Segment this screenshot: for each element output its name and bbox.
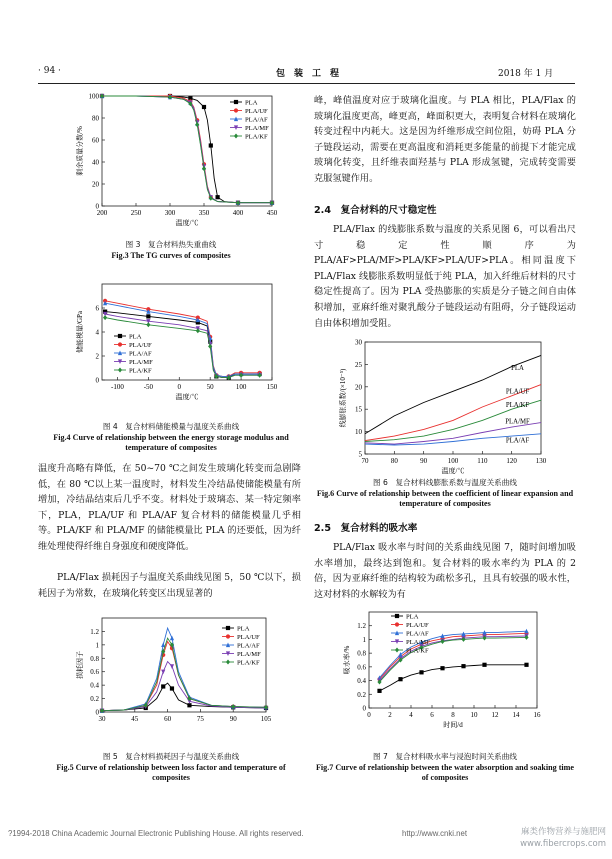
fig4-plot-frame — [102, 284, 272, 380]
fig3-legend-label: PLA/MF — [245, 124, 269, 132]
fig5-legend-label: PLA/MF — [237, 650, 261, 658]
fig4-ytick-label: 6 — [95, 304, 99, 313]
fig7-legend-marker — [395, 622, 399, 626]
fig5-ytick-label: 0.4 — [90, 681, 99, 690]
fig3-legend-label: PLA — [245, 99, 258, 107]
fig5-ytick-label: 0.2 — [90, 695, 99, 704]
fig6-xtick-label: 100 — [447, 457, 459, 465]
fig7-caption-en: Fig.7 Curve of relationship between the water absorption and soaking time of composites — [315, 762, 575, 782]
left-paragraph-2 — [38, 570, 301, 601]
fig7-ytick-label: 0 — [362, 704, 366, 713]
fig3-ytick-label: 20 — [92, 180, 99, 189]
fig5-ytick-label: 0.8 — [90, 654, 99, 663]
fig3-ytick-label: 0 — [95, 202, 99, 211]
fig3-data-point — [209, 143, 213, 147]
fig7-xtick-label: 0 — [367, 711, 371, 719]
fig7-legend-label: PLA/KF — [406, 647, 429, 655]
fig5-legend-label: PLA/KF — [237, 659, 260, 667]
fig7-data-point — [440, 666, 444, 670]
left-paragraph-1 — [38, 461, 301, 555]
section-2-4-title: 2.4 复合材料的尺寸稳定性 — [314, 205, 437, 216]
fig7-data-point — [398, 652, 402, 657]
fig4-legend-label: PLA — [129, 333, 142, 341]
fig5-caption-en: Fig.5 Curve of relationship between loss factor and temperature of composites — [56, 762, 286, 782]
fig6-xtick-label: 110 — [477, 457, 488, 465]
fig5-legend-marker — [226, 634, 230, 638]
fig5-xtick-label: 105 — [260, 715, 272, 723]
fig6-y-axis-label: 线膨胀系数/(×10⁻⁵) — [339, 368, 347, 428]
fig5-xtick-label: 60 — [164, 715, 172, 723]
fig3-data-point — [202, 105, 206, 109]
fig5-chart — [68, 612, 290, 742]
fig5-ytick-label: 0.6 — [90, 668, 99, 677]
fig3-caption-en: Fig.3 The TG curves of composites — [111, 250, 231, 260]
fig7-legend-marker — [395, 648, 399, 653]
fig4-ytick-label: 4 — [95, 328, 99, 337]
fig4-legend-label: PLA/UF — [129, 341, 152, 349]
fig5-xtick-label: 75 — [196, 715, 204, 723]
fig7-xtick-label: 4 — [409, 711, 413, 719]
fig4-xtick-label: 0 — [177, 383, 182, 391]
fig6-chart — [339, 336, 563, 476]
fig5-ytick-label: 1.2 — [90, 627, 99, 636]
fig7-chart — [343, 606, 563, 742]
fig6-caption-en: Fig.6 Curve of relationship between the coefficient of linear expansion and temperature of composites — [316, 488, 574, 508]
fig6-series-label: PLA/AF — [505, 437, 530, 445]
left-paragraph-2-text: PLA/Flax 损耗因子与温度关系曲线见图 5，50 ℃以下，损耗因子为常数，在玻璃化转变区出现显著的 — [38, 572, 301, 599]
fig7-ytick-label: 0.2 — [357, 690, 366, 699]
fig4-data-point — [103, 315, 107, 320]
fig7-xtick-label: 16 — [533, 711, 541, 719]
fig7-ytick-label: 1 — [362, 635, 366, 644]
fig6-ytick-label: 30 — [355, 338, 362, 347]
right-paragraph-top-text: 峰，峰值温度对应于玻璃化温度。与 PLA 相比，PLA/Flax 的玻璃化温度更高，峰更高，峰面积更大，表明复合材料在玻璃化转变过程中内耗大。这是因为纤维形成空间位阻，妨碍 PLA 分子链段运动，需要在更高温度和消耗更多能量的前提下才能完成玻璃化转变，且纤维表面羟基与 PLA 形成氢键，完成转变需要克服氢键作用。 — [314, 95, 576, 184]
fig4-data-point — [146, 314, 150, 318]
fig3-chart — [68, 92, 290, 248]
fig4-xtick-label: 150 — [266, 383, 278, 391]
fig7-ytick-label: 0.6 — [357, 663, 366, 672]
fig7-data-point — [461, 664, 465, 668]
fig5-data-point — [187, 703, 191, 707]
section-2-5-title: 2.5 复合材料的吸水率 — [314, 523, 418, 534]
fig5-data-point — [161, 684, 165, 688]
fig7-legend-label: PLA/MF — [406, 638, 430, 646]
fig5-ytick-label: 1 — [95, 641, 99, 650]
fig3-legend-label: PLA/AF — [245, 116, 268, 124]
fig4-ytick-label: 0 — [95, 376, 99, 385]
fig3-xtick-label: 450 — [266, 209, 278, 217]
fig6-ytick-label: 15 — [355, 405, 362, 414]
fig3-data-point — [202, 166, 206, 171]
fig5-y-axis-label: 损耗因子 — [76, 651, 84, 679]
right-paragraph-top — [314, 93, 576, 187]
fig6-ytick-label: 5 — [358, 450, 362, 459]
fig7-xtick-label: 2 — [388, 711, 392, 719]
fig6-series-label: PLA/UF — [505, 388, 530, 396]
fig7-legend-label: PLA — [406, 613, 419, 621]
fig7-xtick-label: 14 — [512, 711, 520, 719]
fig7-ytick-label: 0.8 — [357, 649, 366, 658]
fig5-data-point — [170, 636, 174, 641]
fig4-legend-label: PLA/AF — [129, 350, 152, 358]
fig3-ytick-label: 80 — [92, 114, 99, 123]
fig5-legend-marker — [226, 626, 230, 630]
fig7-caption-zh: 图 7 复合材料吸水率与浸泡时间关系曲线 — [373, 752, 517, 761]
fig6-ytick-label: 25 — [355, 360, 362, 369]
fig7-xtick-label: 8 — [451, 711, 455, 719]
header-rule — [38, 83, 575, 84]
fig3-y-axis-label: 剩余质量分数/% — [76, 126, 84, 176]
footer-url[interactable]: http://www.cnki.net — [402, 829, 468, 838]
fig5-legend-label: PLA/UF — [237, 633, 260, 641]
fig7-data-point — [482, 663, 486, 667]
fig4-x-axis-label: 温度/℃ — [175, 393, 199, 401]
fig3-ytick-label: 100 — [88, 92, 99, 101]
fig6-ytick-label: 10 — [355, 428, 362, 437]
fig5-data-point — [170, 664, 174, 669]
fig6-xtick-label: 120 — [506, 457, 517, 465]
fig5-legend-label: PLA — [237, 625, 250, 633]
fig3-legend-label: PLA/KF — [245, 133, 268, 141]
watermark-zh: 麻类作物营养与施肥网 — [520, 827, 606, 837]
fig3-legend-marker — [234, 134, 238, 139]
fig4-data-point — [146, 322, 150, 327]
fig6-x-axis-label: 温度/℃ — [441, 467, 465, 475]
fig6-caption — [314, 478, 576, 510]
section-2-4-paragraph — [314, 222, 576, 331]
fig4-ytick-label: 2 — [95, 352, 99, 361]
fig4-xtick-label: -50 — [143, 383, 154, 391]
fig7-ytick-label: 1.2 — [357, 622, 366, 631]
section-2-5-paragraph — [314, 540, 576, 602]
section-2-4-paragraph-text: PLA/Flax 的线膨胀系数与温度的关系见图 6，可以看出尺寸稳定性顺序为 PLA/AF>PLA/MF>PLA/KF>PLA/UF>PLA。相同温度下 PLA/Flax 线膨胀系数明显低于纯 PLA，加入纤维后材料的尺寸稳定性提高了。因为 PLA 受热膨胀的实质是分子链之间自由体积增加，亚麻纤维对聚乳酸分子链段运动有阻碍，分子链段运动自由体积增加受阻。 — [314, 224, 576, 329]
fig5-data-point — [170, 686, 174, 690]
fig4-legend-label: PLA/KF — [129, 367, 152, 375]
fig3-xtick-label: 350 — [198, 209, 210, 217]
fig5-caption-zh: 图 5 复合材料损耗因子与温度关系曲线 — [102, 752, 240, 761]
fig7-data-point — [398, 677, 402, 681]
fig4-legend-marker — [118, 368, 122, 373]
fig5-ytick-label: 0 — [95, 708, 99, 717]
fig7-data-point — [419, 670, 423, 674]
fig6-series-label: PLA — [511, 364, 524, 372]
fig3-x-axis-label: 温度/℃ — [175, 219, 199, 227]
fig3-xtick-label: 200 — [96, 209, 108, 217]
fig3-xtick-label: 250 — [130, 209, 142, 217]
fig7-caption — [314, 752, 576, 784]
fig4-legend-marker — [118, 334, 122, 338]
fig7-ytick-label: 0.4 — [357, 677, 366, 686]
fig7-data-point — [377, 689, 381, 693]
fig6-caption-zh: 图 6 复合材料线膨胀系数与温度关系曲线 — [373, 478, 517, 487]
fig6-xtick-label: 130 — [535, 457, 547, 465]
fig7-plot-frame — [369, 612, 537, 708]
fig4-legend-label: PLA/MF — [129, 358, 153, 366]
fig3-legend-marker — [234, 108, 238, 112]
fig4-legend-marker — [118, 342, 122, 346]
section-2-5-paragraph-text: PLA/Flax 吸水率与时间的关系曲线见图 7，随时间增加吸水率增加，最终达到饱和。复合材料的吸水率约为 PLA 的 2 倍，因为亚麻纤维的结构较为疏松多孔，且具有较强的吸水性，这对材料的水解较为有 — [314, 542, 576, 600]
fig3-xtick-label: 400 — [232, 209, 244, 217]
fig7-data-point — [524, 663, 528, 667]
fig4-y-axis-label: 储能模量/GPa — [76, 311, 84, 353]
fig3-legend-marker — [234, 100, 238, 104]
fig4-chart — [68, 278, 290, 414]
fig6-series-label: PLA/MF — [505, 418, 530, 426]
fig6-ytick-label: 20 — [355, 383, 362, 392]
fig5-data-point — [161, 670, 165, 675]
fig7-legend-label: PLA/UF — [406, 621, 429, 629]
journal-title: 包 装 工 程 — [276, 69, 340, 79]
watermark-en: www.fibercrops.com — [520, 839, 606, 849]
fig4-caption-zh: 图 4 复合材料储能模量与温度关系曲线 — [102, 422, 240, 431]
fig6-series-label: PLA/KF — [505, 401, 530, 409]
watermark — [486, 826, 606, 850]
fig5-legend-marker — [226, 660, 230, 665]
fig5-xtick-label: 30 — [98, 715, 106, 723]
fig7-y-axis-label: 吸水率/% — [343, 645, 351, 675]
fig4-caption — [40, 422, 302, 454]
page-number: · 94 · — [38, 66, 61, 76]
fig7-legend-label: PLA/AF — [406, 630, 429, 638]
fig3-legend-label: PLA/UF — [245, 107, 268, 115]
fig3-xtick-label: 300 — [164, 209, 176, 217]
fig3-caption-zh: 图 3 复合材料热失重曲线 — [125, 240, 217, 249]
fig7-legend-marker — [395, 614, 399, 618]
fig5-xtick-label: 45 — [131, 715, 139, 723]
fig3-caption — [40, 240, 302, 261]
fig3-data-point — [216, 195, 220, 199]
fig6-xtick-label: 90 — [420, 457, 428, 465]
fig7-xtick-label: 6 — [430, 711, 434, 719]
footer-copyright: ?1994-2018 China Academic Journal Electronic Publishing House. All rights reserved. — [8, 829, 304, 838]
fig4-xtick-label: 50 — [206, 383, 214, 391]
fig5-caption — [40, 752, 302, 784]
fig3-ytick-label: 40 — [92, 158, 99, 167]
fig7-xtick-label: 12 — [491, 711, 499, 719]
fig5-xtick-label: 90 — [229, 715, 237, 723]
fig7-xtick-label: 10 — [470, 711, 478, 719]
fig4-xtick-label: -100 — [111, 383, 124, 391]
fig3-ytick-label: 60 — [92, 136, 99, 145]
fig7-x-axis-label: 时间/d — [443, 721, 463, 729]
left-paragraph-1-text: 温度升高略有降低，在 50~70 ℃之间发生玻璃化转变而急剧降低，在 80 ℃以上某一温度时，材料发生冷结晶使储能模量有所增加，冷结晶结束后几乎不变。材料处于玻璃态、某一特定频率下，PLA，PLA/UF 和 PLA/AF 复合材料的储能模量几乎相等。PLA/KF 和 PLA/MF 的储能模量比 PLA 的还要低，因为纤维处理使得纤维自身强度和硬度降低。 — [38, 463, 301, 552]
fig6-xtick-label: 70 — [361, 457, 369, 465]
fig4-caption-en: Fig.4 Curve of relationship between the energy storage modulus and temperature of composites — [53, 432, 289, 452]
issue-date: 2018 年 1 月 — [498, 69, 554, 79]
fig4-xtick-label: 100 — [235, 383, 247, 391]
fig5-legend-label: PLA/AF — [237, 642, 260, 650]
fig6-xtick-label: 80 — [390, 457, 398, 465]
